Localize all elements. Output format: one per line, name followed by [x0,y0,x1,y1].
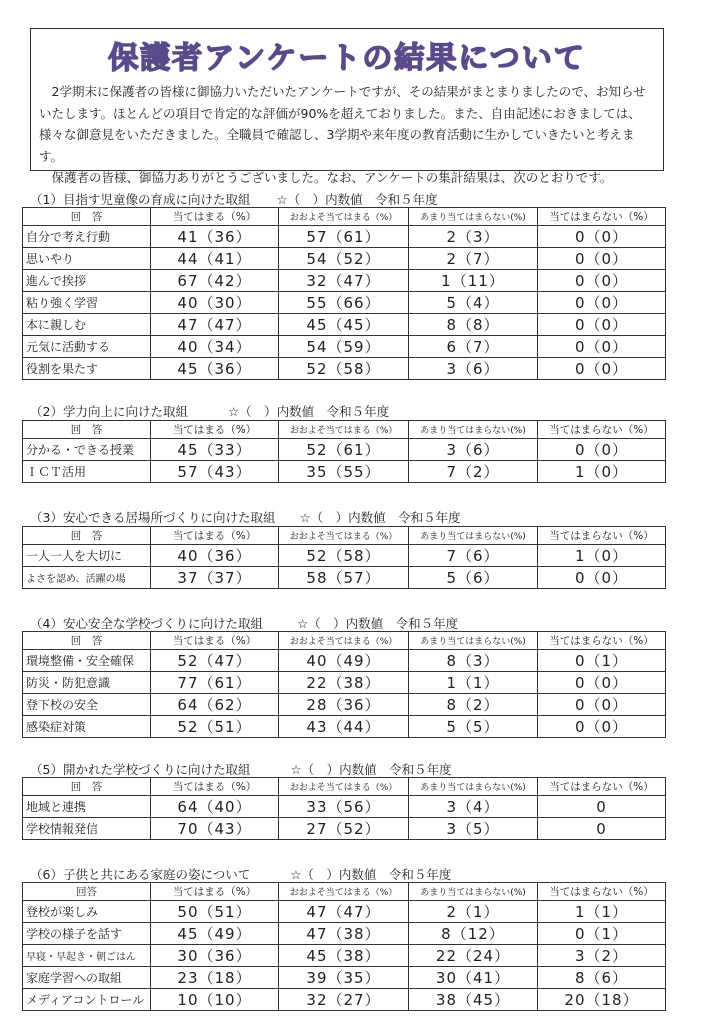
cell-c3: 1（11） [409,270,538,292]
cell-c3: 7（6） [409,545,538,567]
cell-c1: 40（34） [151,336,279,358]
cell-c1: 44（41） [151,248,279,270]
intro-text [39,81,655,189]
cell-c3: 5（5） [409,716,538,738]
table-row [23,650,666,672]
cell-c3: 8（8） [409,314,538,336]
cell-c4: 0（1） [538,923,666,945]
row-label: 登下校の安全 [23,694,151,716]
cell-c4: 0（0） [538,292,666,314]
section-3-title-text: （3）安心できる居場所づくりに向けた取組 [30,510,276,525]
section-2-title-text: （2）学力向上に向けた取組 [30,404,188,419]
table-row [23,248,666,270]
table-row [23,818,666,840]
cell-c2: 58（57） [279,567,409,589]
table-header-row [23,883,666,901]
row-label: 登校が楽しみ [23,901,151,923]
section-1-note: ☆（ ）内数値 令和５年度 [276,192,438,207]
table-header-row [23,778,666,796]
cell-c3: 2（7） [409,248,538,270]
header-c1: 当てはまる（%） [151,778,279,796]
cell-c1: 47（47） [151,314,279,336]
section-1-title-text: （1）目指す児童像の育成に向けた取組 [30,192,251,207]
header-c4: 当てはまらない（%） [538,527,666,545]
table-row [23,989,666,1011]
header-c2: おおよそ当てはまる（%） [279,421,409,439]
cell-c4: 3（2） [538,945,666,967]
cell-c1: 37（37） [151,567,279,589]
table-header-row [23,208,666,226]
section-4-table [22,631,666,738]
section-5-title-text: （5）開かれた学校づくりに向けた取組 [30,762,251,777]
cell-c2: 32（27） [279,989,409,1011]
row-label: 自分で考え行動 [23,226,151,248]
row-label: 思いやり [23,248,151,270]
cell-c3: 5（6） [409,567,538,589]
header-c1: 当てはまる（%） [151,527,279,545]
cell-c2: 54（59） [279,336,409,358]
cell-c3: 3（6） [409,358,538,380]
cell-c4: 0（0） [538,336,666,358]
header-c2: おおよそ当てはまる（%） [279,632,409,650]
cell-c4: 0（0） [538,439,666,461]
cell-c4: 0（0） [538,672,666,694]
row-label: 地域と連携 [23,796,151,818]
cell-c2: 45（45） [279,314,409,336]
section-2-note: ☆（ ）内数値 令和５年度 [227,404,390,419]
page-title: 保護者アンケートの結果について [108,41,586,76]
header-c3: あまり当てはまらない(%) [409,527,538,545]
row-label: 粘り強く学習 [23,292,151,314]
row-label: メディアコントロール [23,989,151,1011]
section-6-table [22,882,666,1011]
header-c1: 当てはまる（%） [151,421,279,439]
cell-c2: 32（47） [279,270,409,292]
cell-c2: 43（44） [279,716,409,738]
table-row [23,314,666,336]
cell-c2: 39（35） [279,967,409,989]
cell-c4: 0（0） [538,314,666,336]
table-row [23,967,666,989]
table-row [23,901,666,923]
cell-c4: 0 [538,818,666,840]
cell-c3: 8（2） [409,694,538,716]
section-2-table [22,420,666,483]
section-1-table [22,207,666,380]
table-row [23,336,666,358]
section-5-title [30,760,452,778]
table-row [23,358,666,380]
header-c4: 当てはまらない（%） [538,778,666,796]
cell-c1: 23（18） [151,967,279,989]
header-c2: おおよそ当てはまる（%） [279,208,409,226]
cell-c3: 6（7） [409,336,538,358]
cell-c1: 52（47） [151,650,279,672]
row-label: 分かる・できる授業 [23,439,151,461]
cell-c2: 47（47） [279,901,409,923]
cell-c1: 10（10） [151,989,279,1011]
cell-c3: 8（12） [409,923,538,945]
cell-c4: 8（6） [538,967,666,989]
cell-c3: 3（6） [409,439,538,461]
cell-c4: 0（0） [538,248,666,270]
cell-c2: 28（36） [279,694,409,716]
table-row [23,923,666,945]
header-c4: 当てはまらない（%） [538,632,666,650]
cell-c4: 0 [538,796,666,818]
cell-c4: 1（0） [538,461,666,483]
table-row [23,270,666,292]
cell-c3: 30（41） [409,967,538,989]
row-label: 早寝・早起き・朝ごはん [23,945,151,967]
cell-c1: 45（49） [151,923,279,945]
cell-c2: 40（49） [279,650,409,672]
cell-c1: 40（36） [151,545,279,567]
section-4-title-text: （4）安心安全な学校づくりに向けた取組 [30,616,263,631]
header-c4: 当てはまらない（%） [538,883,666,901]
cell-c3: 1（1） [409,672,538,694]
cell-c2: 33（56） [279,796,409,818]
table-header-row [23,527,666,545]
row-label: 学校情報発信 [23,818,151,840]
header-answer: 回答 [23,883,151,901]
cell-c2: 45（38） [279,945,409,967]
cell-c1: 40（30） [151,292,279,314]
cell-c2: 35（55） [279,461,409,483]
cell-c4: 0（0） [538,226,666,248]
header-c1: 当てはまる（%） [151,208,279,226]
row-label: 本に親しむ [23,314,151,336]
section-3-title [30,508,461,526]
header-c3: あまり当てはまらない(%) [409,883,538,901]
cell-c1: 45（36） [151,358,279,380]
cell-c1: 30（36） [151,945,279,967]
header-c3: あまり当てはまらない(%) [409,778,538,796]
cell-c2: 52（58） [279,358,409,380]
section-6-title [30,865,451,883]
header-answer: 回 答 [23,527,151,545]
header-c3: あまり当てはまらない(%) [409,421,538,439]
table-row [23,945,666,967]
section-5-note: ☆（ ）内数値 令和５年度 [290,762,452,777]
table-row [23,461,666,483]
intro-box [30,28,664,185]
cell-c4: 1（0） [538,545,666,567]
cell-c3: 5（4） [409,292,538,314]
cell-c3: 2（3） [409,226,538,248]
cell-c4: 0（0） [538,270,666,292]
cell-c1: 41（36） [151,226,279,248]
row-label: 環境整備・安全確保 [23,650,151,672]
cell-c1: 50（51） [151,901,279,923]
section-6-note: ☆（ ）内数値 令和５年度 [290,867,452,882]
cell-c4: 0（0） [538,716,666,738]
row-label: よさを認め、活躍の場 [23,567,151,589]
header-answer: 回 答 [23,421,151,439]
table-header-row [23,632,666,650]
cell-c3: 7（2） [409,461,538,483]
cell-c2: 47（38） [279,923,409,945]
cell-c3: 38（45） [409,989,538,1011]
row-label: 役割を果たす [23,358,151,380]
table-row [23,567,666,589]
header-c3: あまり当てはまらない(%) [409,632,538,650]
cell-c4: 0（0） [538,694,666,716]
intro-paragraph-1: 2学期末に保護者の皆様に御協力いただいたアンケートですが、その結果がまとまりましたので、お知らせいたします。ほとんどの項目で肯定的な評価が90%を超えておりました。また、自由記述におきましては、様々な御意見をいただきました。全職員で確認し、3学期や来年度の教育活動に生かしていきたいと考えます。 [39,84,646,164]
section-5-table [22,777,666,840]
cell-c1: 70（43） [151,818,279,840]
header-c2: おおよそ当てはまる（%） [279,883,409,901]
cell-c2: 52（61） [279,439,409,461]
row-label: 学校の様子を話す [23,923,151,945]
intro-paragraph-2: 保護者の皆様、御協力ありがとうございました。なお、アンケートの集計結果は、次のとおりです。 [51,170,613,185]
cell-c2: 52（58） [279,545,409,567]
header-c2: おおよそ当てはまる（%） [279,778,409,796]
cell-c3: 2（1） [409,901,538,923]
row-label: 家庭学習への取組 [23,967,151,989]
cell-c4: 20（18） [538,989,666,1011]
cell-c1: 67（42） [151,270,279,292]
header-c1: 当てはまる（%） [151,883,279,901]
section-3-table [22,526,666,589]
table-header-row [23,421,666,439]
header-c4: 当てはまらない（%） [538,421,666,439]
section-2-title [30,402,389,420]
header-answer: 回 答 [23,778,151,796]
row-label: ＩＣＴ活用 [23,461,151,483]
cell-c4: 0（0） [538,358,666,380]
row-label: 防災・防犯意識 [23,672,151,694]
cell-c1: 45（33） [151,439,279,461]
cell-c3: 8（3） [409,650,538,672]
table-row [23,716,666,738]
header-c3: あまり当てはまらない(%) [409,208,538,226]
row-label: 感染症対策 [23,716,151,738]
cell-c2: 57（61） [279,226,409,248]
cell-c3: 3（4） [409,796,538,818]
cell-c1: 52（51） [151,716,279,738]
section-1-title [30,190,438,208]
header-c1: 当てはまる（%） [151,632,279,650]
cell-c1: 64（62） [151,694,279,716]
row-label: 一人一人を大切に [23,545,151,567]
table-row [23,292,666,314]
cell-c1: 64（40） [151,796,279,818]
cell-c3: 22（24） [409,945,538,967]
cell-c4: 0（1） [538,650,666,672]
cell-c4: 0（0） [538,567,666,589]
table-row [23,796,666,818]
section-3-note: ☆（ ）内数値 令和５年度 [299,510,461,525]
cell-c4: 1（1） [538,901,666,923]
header-c4: 当てはまらない（%） [538,208,666,226]
cell-c2: 54（52） [279,248,409,270]
row-label: 進んで挨拶 [23,270,151,292]
header-answer: 回 答 [23,632,151,650]
cell-c3: 3（5） [409,818,538,840]
section-4-title [30,614,458,632]
cell-c1: 57（43） [151,461,279,483]
cell-c1: 77（61） [151,672,279,694]
cell-c2: 27（52） [279,818,409,840]
table-row [23,439,666,461]
header-c2: おおよそ当てはまる（%） [279,527,409,545]
table-row [23,672,666,694]
row-label: 元気に活動する [23,336,151,358]
section-6-title-text: （6）子供と共にある家庭の姿について [30,867,251,882]
table-row [23,545,666,567]
cell-c2: 55（66） [279,292,409,314]
table-row [23,694,666,716]
section-4-note: ☆（ ）内数値 令和５年度 [296,616,459,631]
table-row [23,226,666,248]
cell-c2: 22（38） [279,672,409,694]
header-answer: 回 答 [23,208,151,226]
